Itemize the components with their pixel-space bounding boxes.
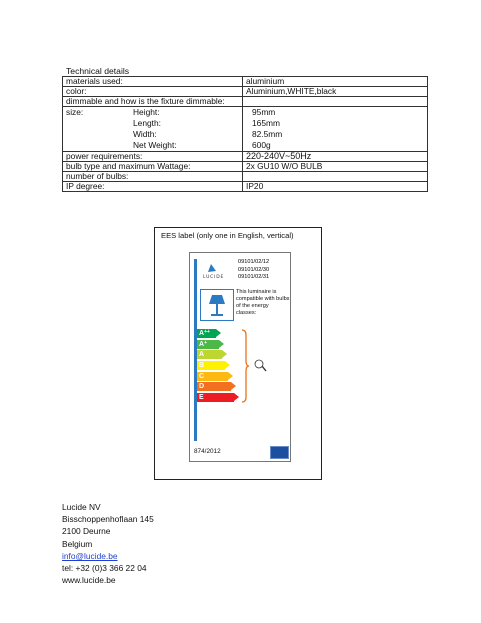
lamp-icon-box bbox=[200, 289, 234, 321]
length-value: 165mm bbox=[252, 118, 280, 128]
table-row bbox=[63, 77, 428, 87]
energy-class-bar bbox=[197, 382, 231, 391]
ees-caption: EES label (only one in English, vertical) bbox=[161, 231, 294, 240]
energy-class-bar bbox=[197, 361, 225, 370]
dimmable-value bbox=[243, 97, 428, 107]
table-row bbox=[63, 182, 428, 192]
num-bulbs-label: number of bulbs: bbox=[63, 172, 243, 182]
table-row bbox=[63, 162, 428, 172]
energy-class-bars bbox=[197, 329, 234, 404]
height-value: 95mm bbox=[252, 107, 276, 117]
num-bulbs-value bbox=[243, 172, 428, 182]
eu-flag-icon bbox=[270, 446, 289, 459]
energy-class-label: A bbox=[199, 351, 205, 359]
materials-label: materials used: bbox=[63, 77, 243, 87]
energy-class-label: E bbox=[199, 394, 204, 402]
energy-class-label: B bbox=[199, 362, 205, 370]
company-name: Lucide NV bbox=[62, 502, 101, 512]
dimmable-label: dimmable and how is the fixture dimmable: bbox=[63, 97, 243, 107]
energy-class-label: A bbox=[199, 340, 205, 348]
section-title: Technical details bbox=[66, 66, 130, 76]
technical-details-table bbox=[62, 76, 428, 192]
width-value: 82.5mm bbox=[252, 129, 283, 139]
product-code: 09101/02/12 bbox=[238, 259, 270, 265]
country: Belgium bbox=[62, 538, 93, 549]
energy-label-card bbox=[189, 252, 291, 462]
lucide-logo bbox=[201, 261, 227, 279]
length-label: Length: bbox=[133, 118, 161, 128]
energy-class-label: C bbox=[199, 372, 205, 380]
table-row bbox=[63, 172, 428, 182]
website: www.lucide.be bbox=[62, 575, 116, 586]
size-values bbox=[243, 107, 428, 152]
table-row bbox=[63, 97, 428, 107]
lamp-icon bbox=[201, 290, 233, 320]
width-label: Width: bbox=[133, 129, 157, 139]
size-cell bbox=[63, 107, 243, 152]
brand-text: LUCIDE bbox=[203, 275, 225, 279]
compat-line: compatible with bulbs bbox=[236, 296, 290, 302]
compatibility-text bbox=[236, 289, 290, 317]
size-label: size: bbox=[66, 107, 84, 117]
energy-class-label: A bbox=[199, 330, 205, 337]
table-row bbox=[63, 152, 428, 162]
materials-value: aluminium bbox=[243, 77, 428, 87]
ip-label: IP degree: bbox=[63, 182, 243, 192]
brace-icon bbox=[240, 329, 250, 403]
height-label: Height: bbox=[133, 107, 160, 117]
energy-class-bar bbox=[197, 350, 222, 359]
contact-block bbox=[62, 501, 154, 586]
color-label: color: bbox=[63, 87, 243, 97]
email-link[interactable]: info@lucide.be bbox=[62, 550, 118, 561]
ees-label-box bbox=[154, 227, 322, 480]
energy-class-sup: + bbox=[204, 339, 207, 346]
energy-class-bar bbox=[197, 393, 234, 402]
product-codes bbox=[238, 259, 269, 282]
energy-class-sup: ++ bbox=[204, 329, 210, 335]
bulb-icon bbox=[252, 357, 270, 375]
compat-line: This luminaire is bbox=[236, 289, 277, 295]
ip-value: IP20 bbox=[243, 182, 428, 192]
product-code: 09101/02/30 bbox=[238, 266, 270, 273]
energy-class-label: D bbox=[199, 383, 205, 391]
table-row bbox=[63, 107, 428, 152]
net-weight-label: Net Weight: bbox=[133, 140, 177, 150]
power-value: 220-240V~50Hz bbox=[243, 152, 428, 162]
net-weight-value: 600g bbox=[252, 140, 271, 150]
regulation-number: 874/2012 bbox=[194, 448, 221, 455]
bulb-value: 2x GU10 W/O BULB bbox=[243, 162, 428, 172]
city: 2100 Deurne bbox=[62, 526, 111, 537]
energy-class-bar bbox=[197, 372, 228, 381]
table-row bbox=[63, 87, 428, 97]
energy-class-bar bbox=[197, 340, 219, 349]
energy-class-bar bbox=[197, 329, 216, 338]
color-value: Aluminium,WHITE,black bbox=[243, 87, 428, 97]
street-address: Bisschoppenhoflaan 145 bbox=[62, 514, 154, 525]
product-code: 09101/02/31 bbox=[238, 274, 270, 280]
phone: tel: +32 (0)3 366 22 04 bbox=[62, 563, 147, 574]
power-label: power requirements: bbox=[63, 152, 243, 162]
bulb-label: bulb type and maximum Wattage: bbox=[63, 162, 243, 172]
compat-line: of the energy classes: bbox=[236, 303, 269, 316]
